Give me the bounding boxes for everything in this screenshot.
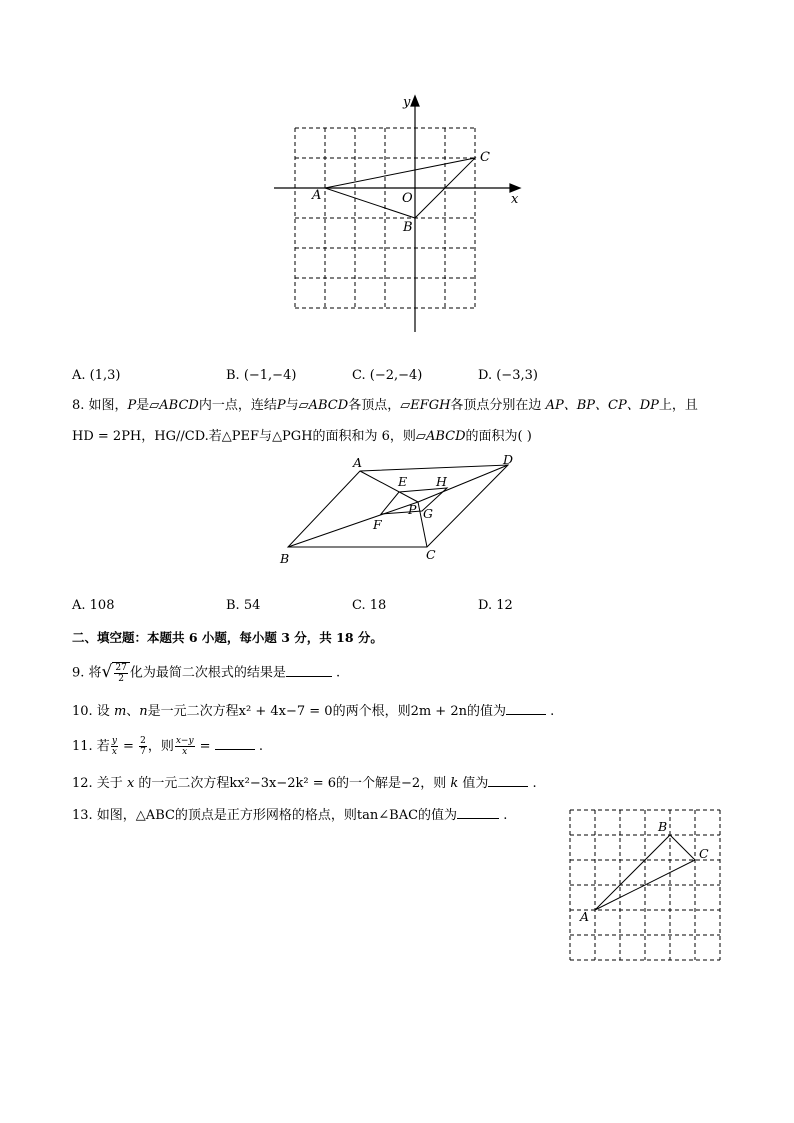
q7-axes: [274, 96, 520, 332]
q8-label-b: B: [280, 551, 290, 566]
q7-coordinate-figure: [262, 92, 532, 342]
q11-fraction-3: $\frac{x-y}{x}$: [175, 736, 194, 757]
q13-grid-figure: [564, 804, 724, 964]
q13: 13. 如图，△ABC的顶点是正方形网格的格点，则tan∠BAC的值为 .: [72, 808, 508, 823]
q11-fraction-2: $\frac{2}{7}$: [140, 736, 146, 757]
q8-label-d: D: [503, 452, 514, 467]
q8-option-a: A. 108: [72, 598, 115, 613]
q8-label-h: H: [436, 474, 447, 489]
q7-label-a: A: [312, 188, 322, 203]
q8-label-c: C: [426, 547, 436, 562]
q8-label-a: A: [353, 455, 363, 470]
q10-answer-blank[interactable]: [506, 702, 546, 715]
q7-label-b: B: [403, 220, 413, 235]
q7-label-x: x: [511, 192, 519, 207]
q11-fraction-1: $\frac{y}{x}$: [111, 736, 117, 757]
section-2-heading: 二、填空题：本题共 6 小题，每小题 3 分，共 18 分。: [72, 630, 383, 645]
q13-answer-blank[interactable]: [457, 806, 499, 819]
q7-grid: [295, 128, 475, 308]
q9-sqrt: √ $\frac{27}{2}$: [102, 662, 130, 684]
q7-option-d: D. (−3,3): [478, 368, 538, 383]
q11-answer-blank[interactable]: [215, 737, 255, 750]
q7-option-c: C. (−2,−4): [352, 368, 423, 383]
q9: 9. 将√ $\frac{27}{2}$ 化为最简二次根式的结果是 .: [72, 662, 341, 684]
q13-label-a: A: [580, 909, 590, 924]
q8-label-p: P: [408, 502, 417, 517]
q8-option-d: D. 12: [478, 598, 513, 613]
q8-label-f: F: [373, 517, 382, 532]
q12: 12. 关于 x 的一元二次方程kx²−3x−2k² = 6的一个解是−2，则 k 值为 .: [72, 776, 537, 791]
q9-answer-blank[interactable]: [286, 664, 332, 677]
q8-parallelogram-figure: [278, 452, 528, 570]
q7-label-y: y: [403, 95, 411, 110]
q11: 11. 若 $\frac{y}{x}$ = $\frac{2}{7}$ ，则 $\frac{x-y}{x}$ = .: [72, 736, 263, 757]
q7-option-a: A. (1,3): [72, 368, 121, 383]
q10: 10. 设 m、n是一元二次方程x² + 4x−7 = 0的两个根，则2m + 2n的值为 .: [72, 704, 555, 719]
q7-option-b: B. (−1,−4): [226, 368, 297, 383]
q8-label-g: G: [423, 506, 433, 521]
q8-line-1: 8. 如图，P是▱ABCD内一点，连结P与▱ABCD各顶点，▱EFGH各顶点分别在边 AP、BP、CP、DP上，且: [72, 398, 698, 413]
q8-option-b: B. 54: [226, 598, 261, 613]
q7-label-c: C: [480, 150, 490, 165]
q7-label-o: O: [402, 191, 413, 206]
q13-label-c: C: [699, 846, 709, 861]
q8-label-e: E: [398, 474, 408, 489]
q13-label-b: B: [658, 819, 668, 834]
q8-option-c: C. 18: [352, 598, 387, 613]
q8-line-2: HD = 2PH，HG//CD.若△PEF与△PGH的面积和为 6，则▱ABCD的面积为( ): [72, 429, 532, 444]
q12-answer-blank[interactable]: [488, 774, 528, 787]
